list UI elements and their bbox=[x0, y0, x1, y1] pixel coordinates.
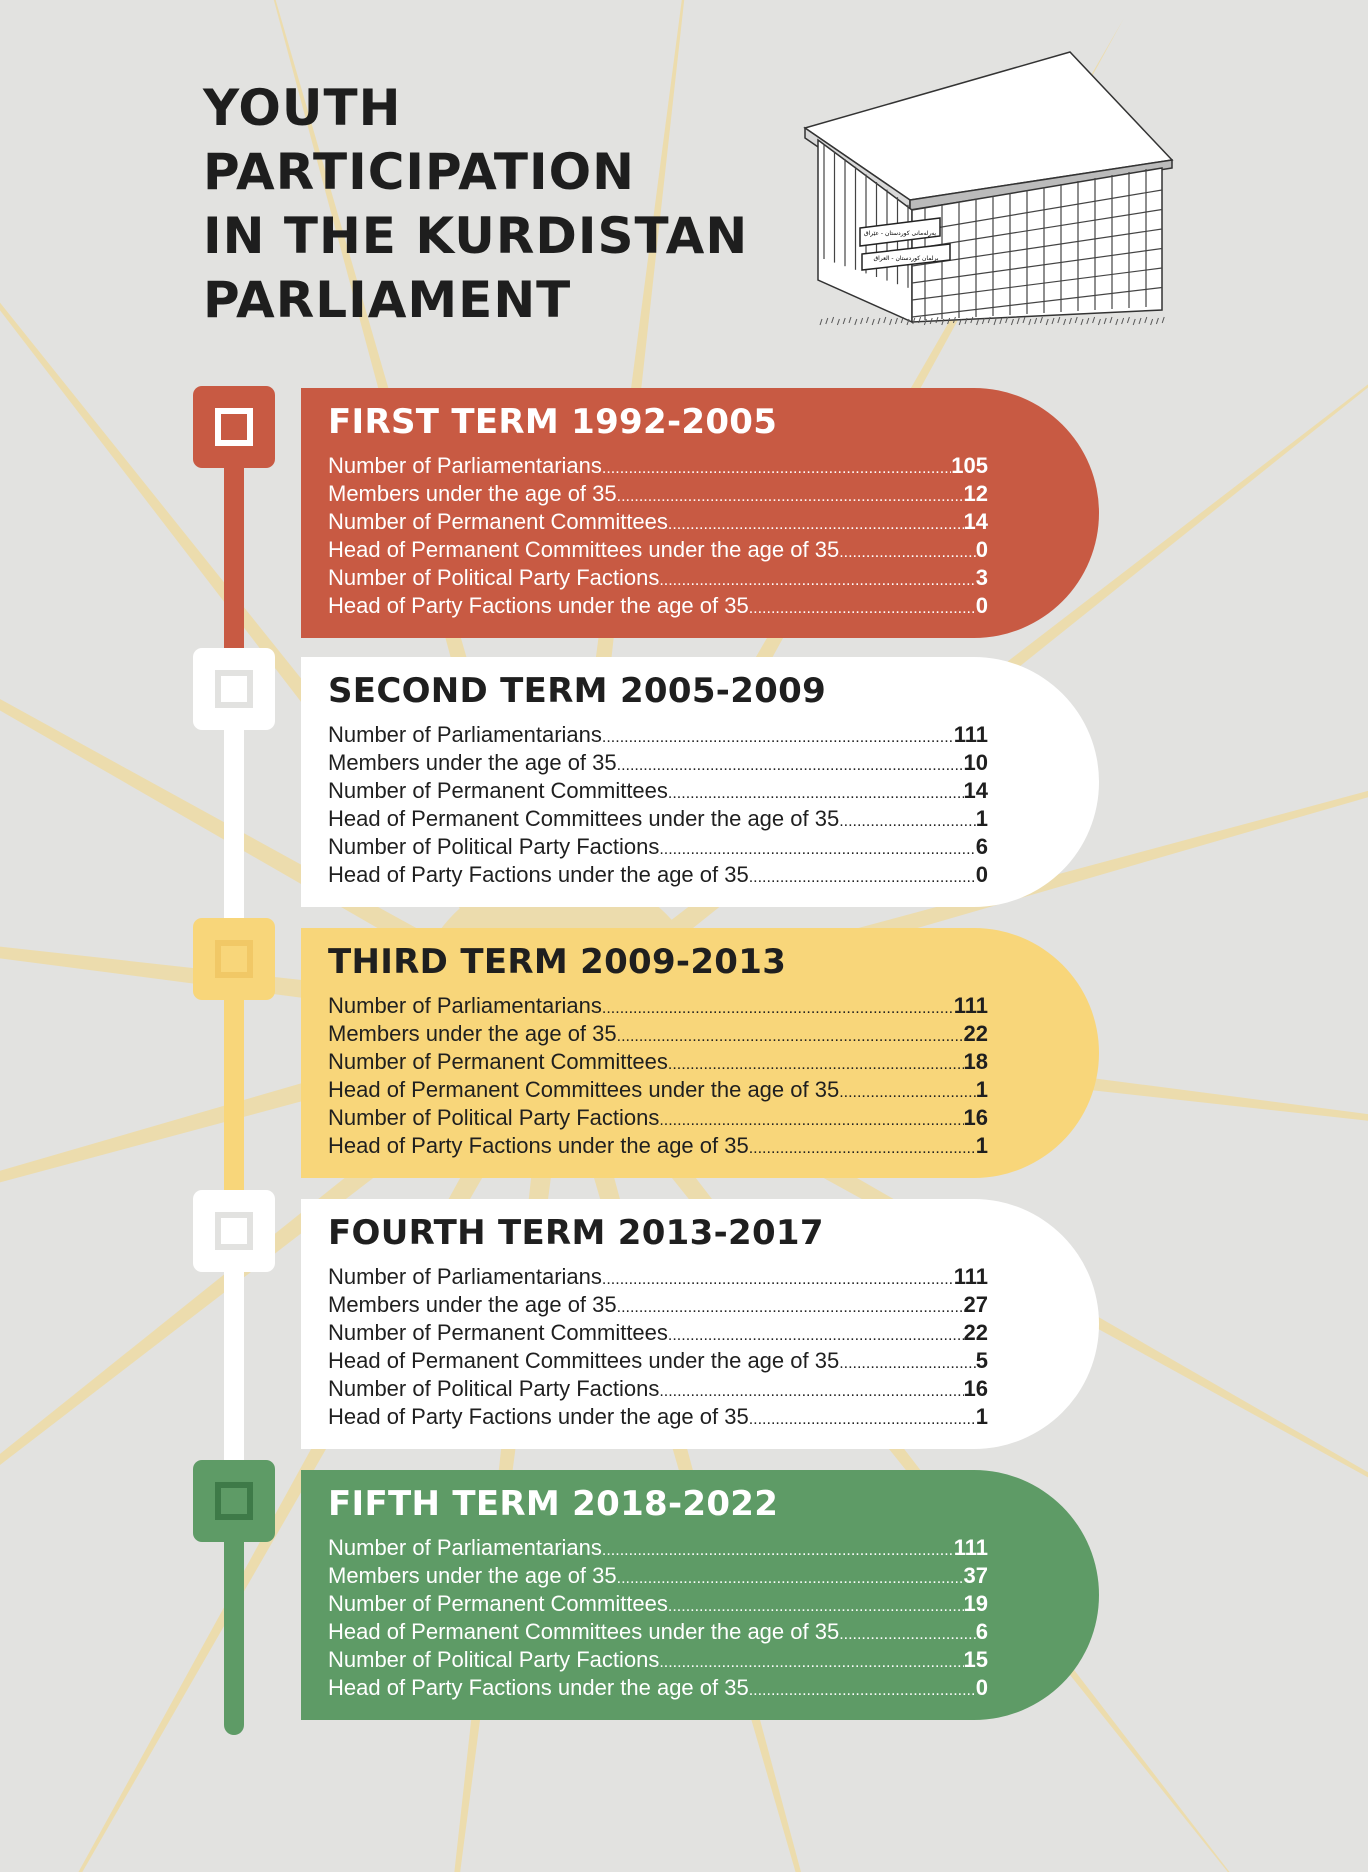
stat-label: Number of Permanent Committees bbox=[328, 1591, 668, 1616]
stat-value: 0 bbox=[975, 537, 988, 562]
stat-row bbox=[328, 861, 988, 889]
term-card-second bbox=[301, 657, 1099, 907]
timeline-rail-segment bbox=[224, 720, 244, 920]
timeline-rail-segment bbox=[224, 1262, 244, 1462]
term-title: FOURTH TERM 2013-2017 bbox=[328, 1213, 824, 1253]
stat-label: Members under the age of 35 bbox=[328, 481, 617, 506]
stat-value: 12 bbox=[963, 481, 988, 506]
timeline-rail-segment bbox=[224, 1535, 244, 1735]
title-line: PARLIAMENT bbox=[203, 271, 572, 329]
stat-label: Number of Political Party Factions bbox=[328, 565, 660, 590]
stat-value: 0 bbox=[975, 593, 988, 618]
timeline-node bbox=[193, 918, 275, 1000]
stat-label: Members under the age of 35 bbox=[328, 750, 617, 775]
title-line: IN THE KURDISTAN bbox=[203, 207, 749, 265]
stat-value: 1 bbox=[975, 1404, 988, 1429]
stat-row bbox=[328, 536, 988, 564]
stat-value: 0 bbox=[975, 862, 988, 887]
stat-label: Head of Party Factions under the age of 35 bbox=[328, 1133, 749, 1158]
stat-value: 105 bbox=[951, 453, 988, 478]
term-title: SECOND TERM 2005-2009 bbox=[328, 671, 827, 711]
term-card-first bbox=[301, 388, 1099, 638]
stat-row bbox=[328, 1347, 988, 1375]
stat-label: Members under the age of 35 bbox=[328, 1292, 617, 1317]
stat-row bbox=[328, 1291, 988, 1319]
stat-row bbox=[328, 1618, 988, 1646]
stat-value: 16 bbox=[963, 1105, 988, 1130]
stat-row bbox=[328, 805, 988, 833]
stat-label: Number of Parliamentarians bbox=[328, 1535, 602, 1560]
stat-value: 14 bbox=[963, 778, 988, 803]
stat-row bbox=[328, 1534, 988, 1562]
stat-label: Head of Permanent Committees under the age of 35 bbox=[328, 806, 840, 831]
stat-label: Members under the age of 35 bbox=[328, 1021, 617, 1046]
stat-value: 15 bbox=[963, 1647, 988, 1672]
stat-row bbox=[328, 992, 988, 1020]
stat-label: Number of Political Party Factions bbox=[328, 1105, 660, 1130]
stat-value: 1 bbox=[975, 806, 988, 831]
stat-value: 22 bbox=[963, 1320, 988, 1345]
stat-label: Number of Permanent Committees bbox=[328, 1320, 668, 1345]
timeline-node bbox=[193, 386, 275, 468]
stat-label: Head of Permanent Committees under the age of 35 bbox=[328, 1348, 840, 1373]
building-sign-line2: برلمان كوردستان - العراق bbox=[873, 255, 939, 262]
term-title: THIRD TERM 2009-2013 bbox=[328, 942, 787, 982]
stat-value: 5 bbox=[975, 1348, 988, 1373]
timeline-node bbox=[193, 648, 275, 730]
stat-row bbox=[328, 564, 988, 592]
building-sign-line1: پەرلەمانی کوردستان - عێراق bbox=[863, 230, 937, 237]
stat-row bbox=[328, 1020, 988, 1048]
stat-value: 111 bbox=[953, 993, 988, 1018]
stat-row bbox=[328, 1375, 988, 1403]
stat-label: Head of Permanent Committees under the age of 35 bbox=[328, 1077, 840, 1102]
stat-row bbox=[328, 1104, 988, 1132]
stat-label: Number of Parliamentarians bbox=[328, 453, 602, 478]
stat-label: Number of Political Party Factions bbox=[328, 1376, 660, 1401]
stat-value: 6 bbox=[975, 1619, 988, 1644]
stat-label: Head of Party Factions under the age of 35 bbox=[328, 862, 749, 887]
stat-label: Number of Permanent Committees bbox=[328, 778, 668, 803]
stat-row bbox=[328, 480, 988, 508]
timeline-node bbox=[193, 1190, 275, 1272]
term-title: FIRST TERM 1992-2005 bbox=[328, 402, 778, 442]
term-card-third bbox=[301, 928, 1099, 1178]
term-card-fifth bbox=[301, 1470, 1099, 1720]
stat-value: 14 bbox=[963, 509, 988, 534]
title-line: PARTICIPATION bbox=[203, 143, 635, 201]
stat-value: 1 bbox=[975, 1133, 988, 1158]
stat-value: 0 bbox=[975, 1675, 988, 1700]
stat-value: 27 bbox=[963, 1292, 988, 1317]
stat-value: 10 bbox=[963, 750, 988, 775]
stat-label: Number of Parliamentarians bbox=[328, 722, 602, 747]
stat-row bbox=[328, 1048, 988, 1076]
stat-row bbox=[328, 1319, 988, 1347]
timeline-rail-segment bbox=[224, 460, 244, 650]
stat-value: 111 bbox=[953, 1264, 988, 1289]
stat-row bbox=[328, 777, 988, 805]
stat-row bbox=[328, 1562, 988, 1590]
stat-label: Head of Party Factions under the age of 35 bbox=[328, 1675, 749, 1700]
timeline-node bbox=[193, 1460, 275, 1542]
stat-value: 111 bbox=[953, 1535, 988, 1560]
stat-label: Head of Party Factions under the age of 35 bbox=[328, 1404, 749, 1429]
stat-label: Number of Political Party Factions bbox=[328, 834, 660, 859]
stat-label: Head of Party Factions under the age of 35 bbox=[328, 593, 749, 618]
stat-row bbox=[328, 592, 988, 620]
stat-value: 18 bbox=[963, 1049, 988, 1074]
stat-value: 16 bbox=[963, 1376, 988, 1401]
term-card-fourth bbox=[301, 1199, 1099, 1449]
stat-row bbox=[328, 1263, 988, 1291]
stat-value: 1 bbox=[975, 1077, 988, 1102]
stat-row bbox=[328, 1590, 988, 1618]
stat-value: 37 bbox=[963, 1563, 988, 1588]
stat-value: 3 bbox=[975, 565, 988, 590]
stat-row bbox=[328, 1674, 988, 1702]
stat-row bbox=[328, 749, 988, 777]
stat-row bbox=[328, 1076, 988, 1104]
timeline-rail-segment bbox=[224, 990, 244, 1190]
title-line: YOUTH bbox=[203, 79, 402, 137]
stat-row bbox=[328, 721, 988, 749]
stat-value: 22 bbox=[963, 1021, 988, 1046]
stat-label: Number of Permanent Committees bbox=[328, 1049, 668, 1074]
stat-value: 19 bbox=[963, 1591, 988, 1616]
stat-label: Head of Permanent Committees under the age of 35 bbox=[328, 1619, 840, 1644]
stat-row bbox=[328, 508, 988, 536]
stat-value: 6 bbox=[975, 834, 988, 859]
page-title bbox=[203, 76, 748, 332]
stat-row bbox=[328, 1646, 988, 1674]
parliament-building-illustration bbox=[800, 40, 1175, 335]
stat-label: Head of Permanent Committees under the age of 35 bbox=[328, 537, 840, 562]
stat-row bbox=[328, 1403, 988, 1431]
stat-value: 111 bbox=[953, 722, 988, 747]
stat-row bbox=[328, 452, 988, 480]
stat-label: Number of Permanent Committees bbox=[328, 509, 668, 534]
stat-row bbox=[328, 1132, 988, 1160]
stat-label: Members under the age of 35 bbox=[328, 1563, 617, 1588]
stat-label: Number of Parliamentarians bbox=[328, 993, 602, 1018]
term-title: FIFTH TERM 2018-2022 bbox=[328, 1484, 779, 1524]
stat-row bbox=[328, 833, 988, 861]
stat-label: Number of Political Party Factions bbox=[328, 1647, 660, 1672]
stat-label: Number of Parliamentarians bbox=[328, 1264, 602, 1289]
